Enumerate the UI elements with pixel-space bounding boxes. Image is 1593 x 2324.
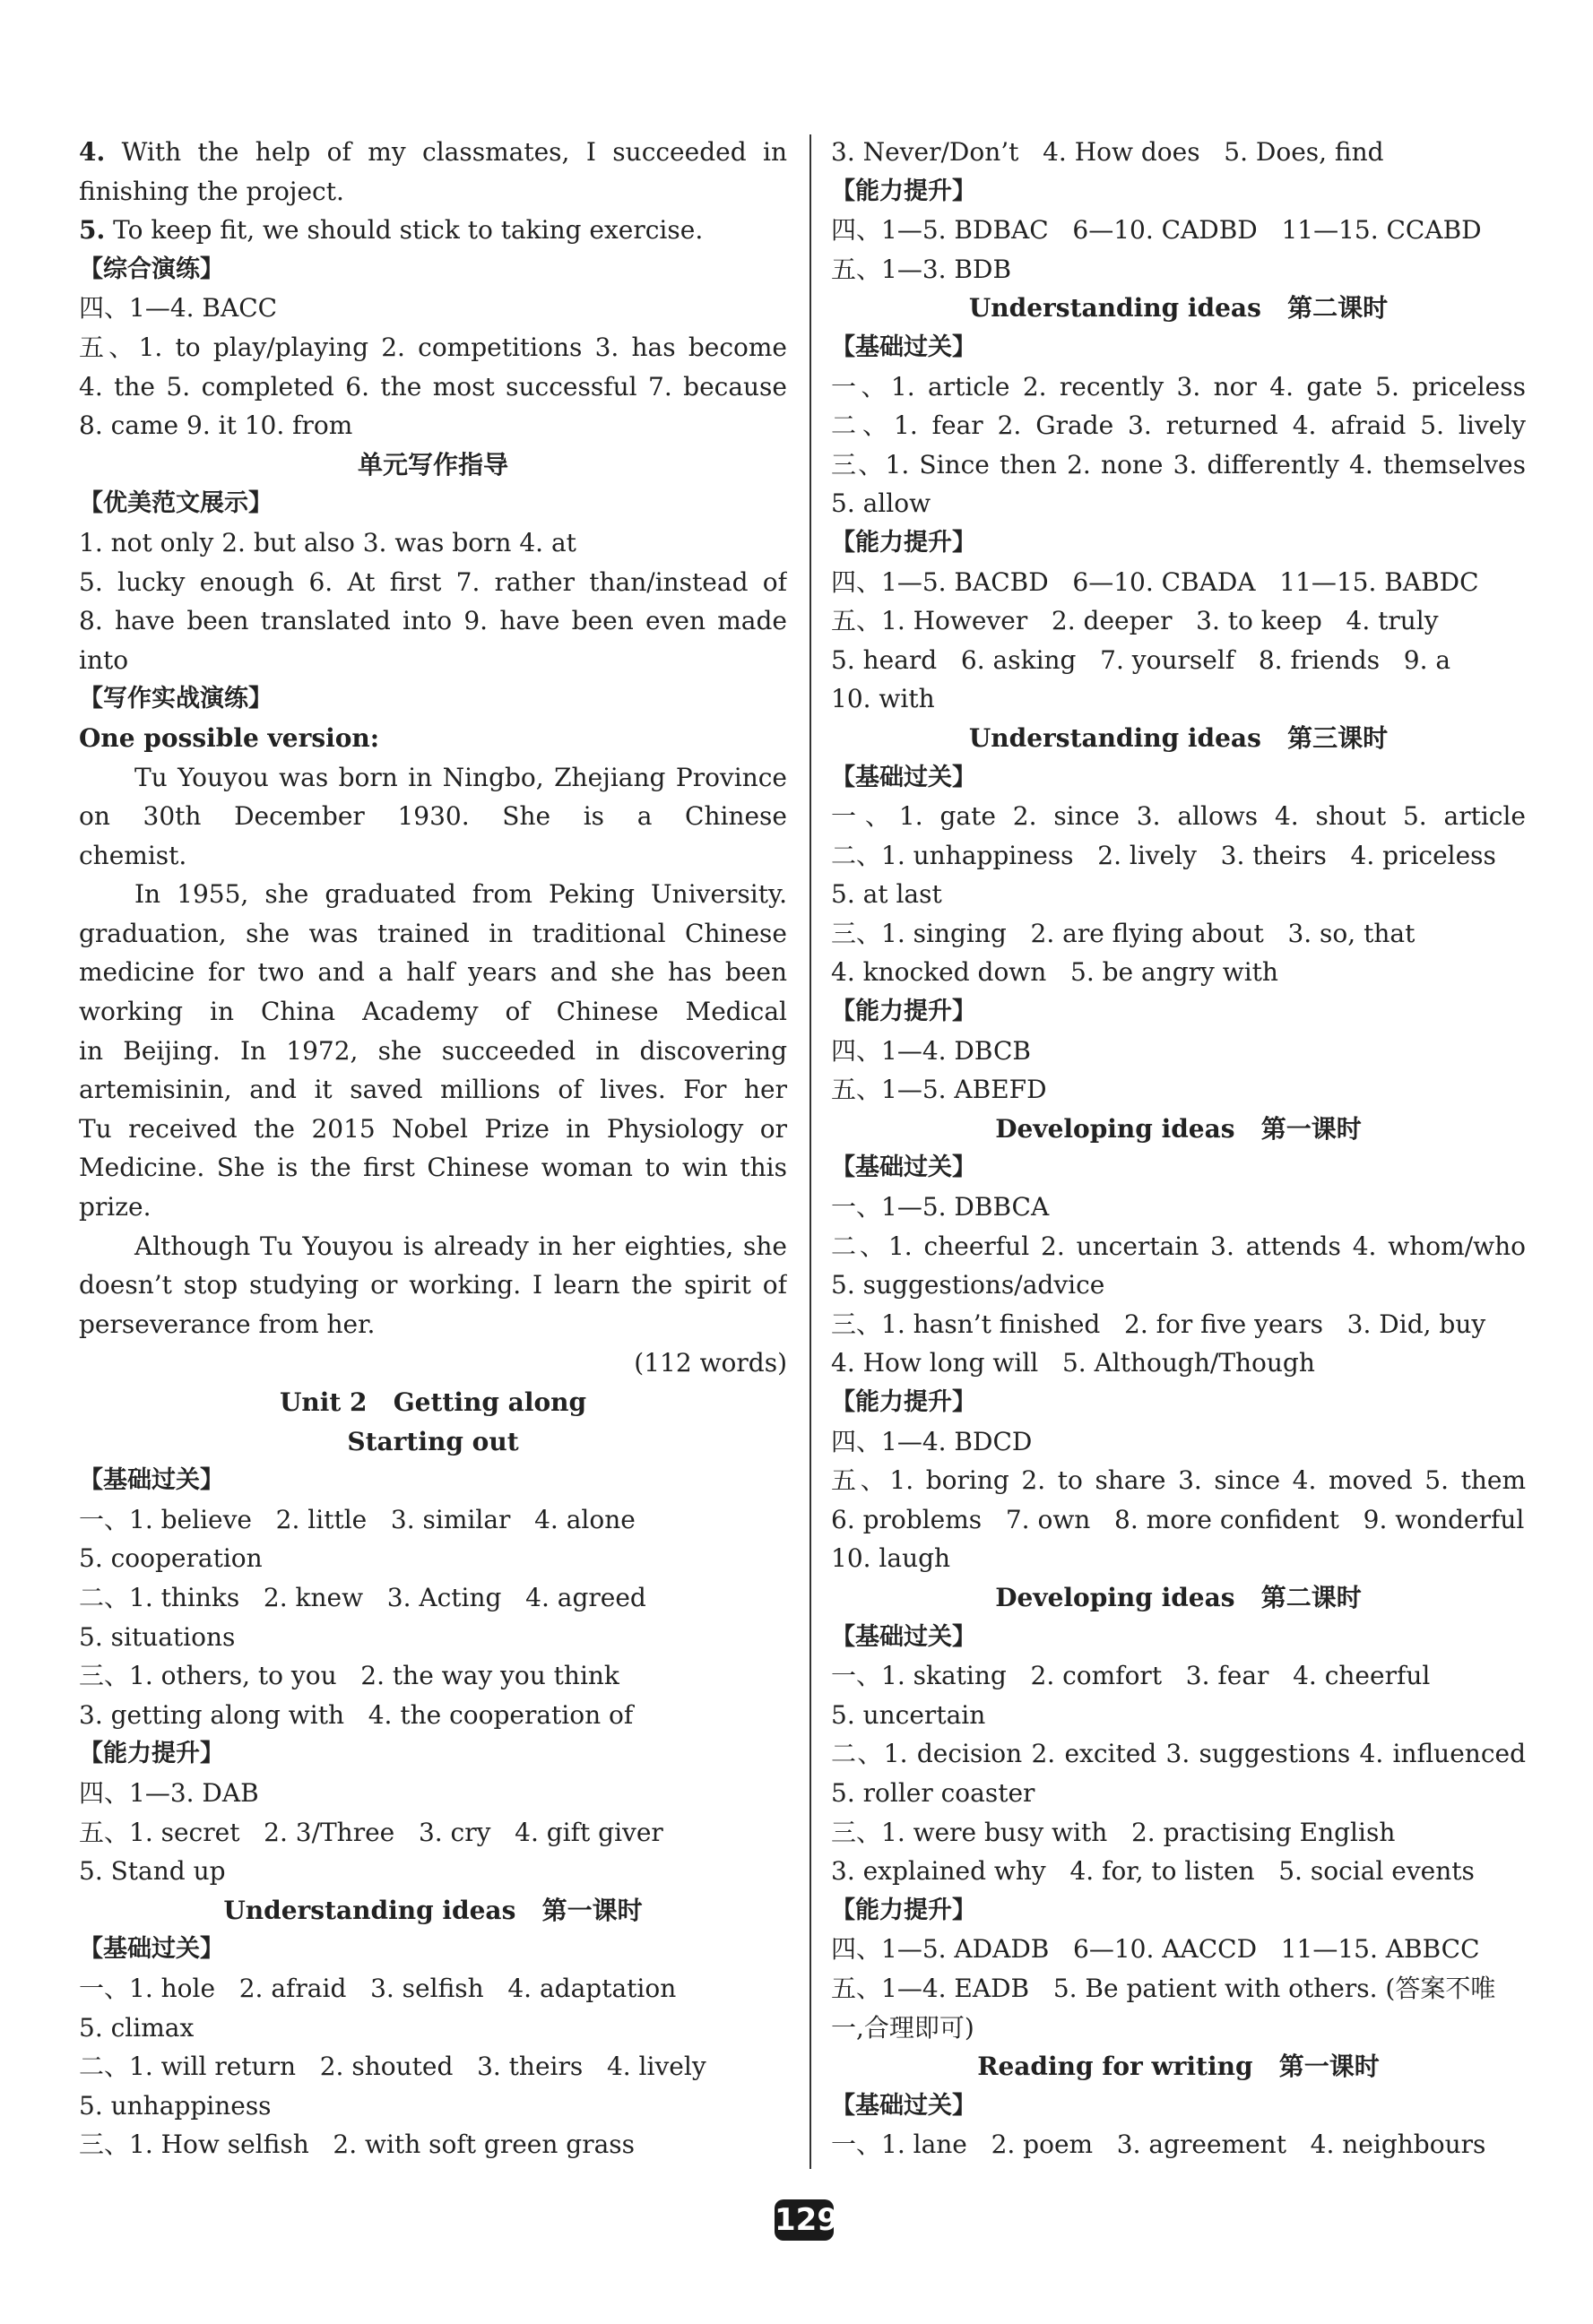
lesson-title: Starting out [347, 1426, 519, 1456]
answer-line: 5. roller coaster [831, 1777, 1035, 1808]
answer-line: 三、1. others, to you 2. the way you think [79, 1661, 619, 1691]
answer-line: 五、1—4. EADB 5. Be patient with others. (答案不唯 [831, 1973, 1496, 2003]
answer-line: 5. To keep fit, we should stick to taking exercise. [79, 215, 704, 246]
answer-line: 一、1—5. DBBCA [831, 1192, 1050, 1222]
answer-line: 10. laugh [831, 1543, 951, 1574]
answer-line: 二、1. fear 2. Grade 3. returned 4. afraid 5. lively [831, 410, 1526, 441]
answer-line: 五、1. However 2. deeper 3. to keep 4. truly [831, 606, 1439, 636]
answer-line: 一、1. article 2. recently 3. nor 4. gate 5. priceless [831, 371, 1526, 402]
essay-line: Tu Youyou was born in Ningbo, Zhejiang Province [134, 762, 787, 792]
answer-line: 一、1. believe 2. little 3. similar 4. alone [79, 1504, 636, 1534]
essay-label: One possible version: [79, 722, 380, 753]
answer-line: 二、1. will return 2. shouted 3. theirs 4. lively [79, 2052, 706, 2082]
essay-line: on 30th December 1930. She is a Chinese [79, 801, 787, 832]
section-heading: 【能力提升】 [831, 528, 976, 557]
answer-line: 5. lucky enough 6. At first 7. rather than/instead of [79, 566, 787, 597]
answer-line: 四、1—4. BACC [79, 293, 278, 324]
essay-line: in Beijing. In 1972, she succeeded in discovering [79, 1035, 787, 1066]
answer-line: 四、1—5. BACBD 6—10. CBADA 11—15. BABDC [831, 566, 1479, 597]
essay-line: Tu received the 2015 Nobel Prize in Physiology or [79, 1113, 787, 1144]
answer-line: 一、1. lane 2. poem 3. agreement 4. neighbours [831, 2130, 1486, 2160]
essay-line: Although Tu Youyou is already in her eighties, she [134, 1231, 787, 1261]
lesson-title: Reading for writing 第一课时 [977, 2052, 1380, 2082]
essay-line: chemist. [79, 840, 187, 870]
answer-line: 5. allow [831, 488, 931, 519]
section-heading: 【综合演练】 [79, 255, 224, 283]
section-heading: 【能力提升】 [79, 1740, 224, 1768]
essay-line: medicine for two and a half years and she has been [79, 957, 787, 988]
section-heading: 【基础过关】 [831, 763, 976, 791]
section-heading: 【能力提升】 [831, 1896, 976, 1924]
answer-line: 5. heard 6. asking 7. yourself 8. friends 9. a [831, 644, 1451, 675]
answer-line: 三、1. hasn’t finished 2. for five years 3. Did, buy [831, 1309, 1486, 1339]
essay-line: working in China Academy of Chinese Medical [79, 997, 787, 1027]
section-heading: 【基础过关】 [831, 1153, 976, 1182]
left-column [79, 133, 787, 2164]
answer-line: finishing the project. [79, 176, 344, 206]
lesson-title: Understanding ideas 第一课时 [223, 1895, 643, 1925]
answer-line: 一、1. skating 2. comfort 3. fear 4. cheerful [831, 1661, 1431, 1691]
section-heading: 【基础过关】 [831, 333, 976, 361]
answer-line: 五、1—5. ABEFD [831, 1075, 1047, 1105]
answer-line: 4. How long will 5. Although/Though [831, 1348, 1315, 1378]
essay-line: In 1955, she graduated from Peking University. [134, 879, 787, 910]
answer-line: 4. knocked down 5. be angry with [831, 957, 1278, 988]
answer-line: 5. uncertain [831, 1699, 986, 1730]
section-heading: 【基础过关】 [79, 1935, 224, 1964]
answer-line: 四、1—4. DBCB [831, 1035, 1031, 1066]
answer-line: 5. Stand up [79, 1856, 226, 1887]
right-column [831, 133, 1526, 2164]
answer-line: 3. Never/Don’t 4. How does 5. Does, find [831, 137, 1384, 167]
answer-line: 6. problems 7. own 8. more confident 9. wonderful [831, 1504, 1525, 1534]
lesson-title: Developing ideas 第一课时 [995, 1113, 1362, 1144]
answer-line: 5. suggestions/advice [831, 1270, 1105, 1300]
answer-line: 二、1. thinks 2. knew 3. Acting 4. agreed [79, 1582, 646, 1612]
answer-line: 5. at last [831, 879, 942, 910]
section-heading: 【能力提升】 [831, 1388, 976, 1416]
answer-line: 一,合理即可) [831, 2012, 974, 2043]
answer-line: 三、1. were busy with 2. practising English [831, 1817, 1396, 1847]
answer-line: 8. have been translated into 9. have been even made [79, 606, 787, 636]
answer-line: 五、1. boring 2. to share 3. since 4. moved 5. them [831, 1465, 1526, 1496]
answer-line: 三、1. Since then 2. none 3. differently 4. themselves [831, 449, 1526, 479]
answer-line: 8. came 9. it 10. from [79, 410, 353, 441]
essay-line: perseverance from her. [79, 1309, 376, 1339]
answer-line: 3. explained why 4. for, to listen 5. social events [831, 1856, 1475, 1887]
answer-line: 4. the 5. completed 6. the most successful 7. because [79, 371, 787, 402]
answer-line: 一、1. hole 2. afraid 3. selfish 4. adaptation [79, 1973, 677, 2003]
essay-line: artemisinin, and it saved millions of lives. For her [79, 1075, 787, 1105]
answer-line: 5. situations [79, 1621, 236, 1652]
answer-line: 一、1. gate 2. since 3. allows 4. shout 5. article [831, 801, 1526, 832]
answer-line: 二、1. unhappiness 2. lively 3. theirs 4. priceless [831, 840, 1496, 870]
answer-line: 1. not only 2. but also 3. was born 4. at [79, 527, 576, 557]
answer-line: 5. unhappiness [79, 2090, 272, 2121]
essay-line: graduation, she was trained in traditional Chinese [79, 918, 787, 948]
lesson-title: Understanding ideas 第三课时 [968, 722, 1389, 753]
section-heading: 【基础过关】 [79, 1466, 224, 1495]
lesson-title: Developing ideas 第二课时 [995, 1582, 1362, 1612]
section-heading: 【基础过关】 [831, 2091, 976, 2120]
answer-line: 二、1. cheerful 2. uncertain 3. attends 4. whom/who [831, 1231, 1526, 1261]
essay-line: Medicine. She is the first Chinese woman to win this [79, 1153, 787, 1183]
answer-line: 5. climax [79, 2012, 195, 2043]
answer-line: into [79, 644, 129, 675]
answer-line: 10. with [831, 684, 935, 714]
page-number: 129 [775, 2199, 834, 2241]
answer-line: 二、1. decision 2. excited 3. suggestions 4. influenced [831, 1739, 1526, 1769]
answer-line: 五、1. secret 2. 3/Three 3. cry 4. gift giver [79, 1817, 663, 1847]
answer-line: 3. getting along with 4. the cooperation of [79, 1699, 634, 1730]
unit-title: Unit 2 Getting along [279, 1387, 587, 1417]
answer-line: 四、1—5. BDBAC 6—10. CADBD 11—15. CCABD [831, 215, 1482, 246]
section-heading: 【能力提升】 [831, 177, 976, 205]
lesson-title: Understanding ideas 第二课时 [968, 293, 1389, 324]
word-count: (112 words) [634, 1348, 787, 1378]
answer-line: 五、1. to play/playing 2. competitions 3. has become [79, 332, 787, 362]
essay-line: prize. [79, 1192, 152, 1222]
column-divider [809, 134, 811, 2169]
answer-line: 四、1—5. ADADB 6—10. AACCD 11—15. ABBCC [831, 1934, 1480, 1965]
section-heading: 【能力提升】 [831, 998, 976, 1026]
answer-line: 四、1—4. BDCD [831, 1426, 1033, 1456]
section-heading: 【写作实战演练】 [79, 685, 273, 713]
answer-line: 四、1—3. DAB [79, 1777, 259, 1808]
answer-line: 三、1. How selfish 2. with soft green grass [79, 2130, 636, 2160]
answer-line: 5. cooperation [79, 1543, 263, 1574]
section-heading: 【基础过关】 [831, 1622, 976, 1651]
section-heading: 【优美范文展示】 [79, 489, 273, 518]
answer-line: 三、1. singing 2. are flying about 3. so, that [831, 918, 1416, 948]
answer-line: 五、1—3. BDB [831, 254, 1012, 284]
answer-line: 4. With the help of my classmates, I succeeded in [79, 137, 787, 167]
subsection-title: 单元写作指导 [357, 449, 508, 479]
essay-line: doesn’t stop studying or working. I learn the spirit of [79, 1270, 787, 1300]
